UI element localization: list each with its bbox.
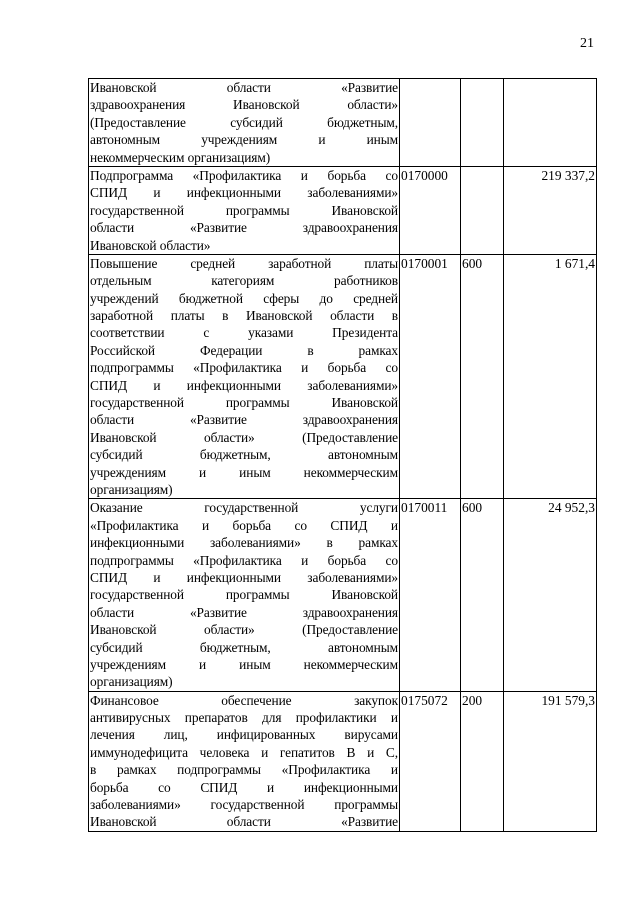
description-line: заработной платы в Ивановской области в: [90, 308, 398, 324]
row-expense-type: [461, 79, 504, 167]
budget-table-body: [89, 79, 597, 832]
description-line: Ивановской области» (Предоставление: [90, 622, 398, 638]
row-sum: 219 337,2: [504, 166, 597, 254]
description-line: государственной программы Ивановской: [90, 202, 398, 218]
description-line: субсидий бюджетным, автономным: [90, 639, 398, 655]
description-line: Оказание государственной услуги: [90, 500, 398, 516]
row-sum: 24 952,3: [504, 499, 597, 691]
budget-table: [88, 78, 597, 832]
description-line: (Предоставление субсидий бюджетным,: [90, 114, 398, 130]
row-expense-type: [461, 166, 504, 254]
description-line: Ивановской области» (Предоставление: [90, 429, 398, 445]
description-line: Подпрограмма «Профилактика и борьба со: [90, 167, 398, 183]
description-line: Финансовое обеспечение закупок: [90, 692, 398, 708]
description-line: учреждений бюджетной сферы до средней: [90, 290, 398, 306]
description-line: государственной программы Ивановской: [90, 395, 398, 411]
description-line: учреждениям и иным некоммерческим: [90, 464, 398, 480]
description-line: области «Развитие здравоохранения: [90, 604, 398, 620]
row-expense-type: 600: [461, 254, 504, 498]
row-expense-type: 200: [461, 691, 504, 831]
row-target-code: [400, 79, 461, 167]
description-line: государственной программы Ивановской: [90, 587, 398, 603]
row-description: [89, 254, 400, 498]
row-target-code: 0170001: [400, 254, 461, 498]
row-sum: 1 671,4: [504, 254, 597, 498]
description-line: заболеваниями» государственной программы: [90, 797, 398, 813]
description-line: СПИД и инфекционными заболеваниями»: [90, 377, 398, 393]
description-line: учреждениям и иным некоммерческим: [90, 656, 398, 672]
table-row: [89, 499, 597, 691]
row-sum: [504, 79, 597, 167]
description-line: подпрограммы «Профилактика и борьба со: [90, 552, 398, 568]
row-sum: 191 579,3: [504, 691, 597, 831]
description-line: СПИД и инфекционными заболеваниями»: [90, 185, 398, 201]
description-line: здравоохранения Ивановской области»: [90, 97, 398, 113]
description-line: подпрограммы «Профилактика и борьба со: [90, 360, 398, 376]
description-line: инфекционными заболеваниями» в рамках: [90, 535, 398, 551]
row-description: [89, 499, 400, 691]
description-line: Ивановской области «Развитие: [90, 814, 398, 830]
description-line: организациям): [90, 481, 173, 497]
description-line: Ивановской области «Развитие: [90, 80, 398, 95]
description-line: субсидий бюджетным, автономным: [90, 447, 398, 463]
description-line: соответствии с указами Президента: [90, 325, 398, 341]
description-line: в рамках подпрограммы «Профилактика и: [90, 762, 398, 778]
description-line: некоммерческим организациям): [90, 149, 271, 165]
table-row: [89, 691, 597, 831]
description-line: «Профилактика и борьба со СПИД и: [90, 517, 398, 533]
table-row: [89, 254, 597, 498]
description-line: автономным учреждениям и иным: [90, 132, 398, 148]
row-expense-type: 600: [461, 499, 504, 691]
row-description: [89, 79, 400, 167]
description-line: СПИД и инфекционными заболеваниями»: [90, 569, 398, 585]
row-description: [89, 166, 400, 254]
page-number: 21: [580, 36, 594, 51]
description-line: антивирусных препаратов для профилактики и: [90, 710, 398, 726]
description-line: борьба со СПИД и инфекционными: [90, 779, 398, 795]
table-row: [89, 79, 597, 167]
description-line: иммунодефицита человека и гепатитов B и C,: [90, 744, 398, 760]
description-line: организациям): [90, 674, 173, 690]
description-line: Ивановской области»: [90, 237, 211, 253]
description-line: Российской Федерации в рамках: [90, 342, 398, 358]
table-row: [89, 166, 597, 254]
description-line: лечения лиц, инфицированных вирусами: [90, 727, 398, 743]
description-line: Повышение средней заработной платы: [90, 255, 398, 271]
description-line: отдельным категориям работников: [90, 273, 398, 289]
row-target-code: 0170000: [400, 166, 461, 254]
row-description: [89, 691, 400, 831]
row-target-code: 0175072: [400, 691, 461, 831]
description-line: области «Развитие здравоохранения: [90, 412, 398, 428]
description-line: области «Развитие здравоохранения: [90, 220, 398, 236]
row-target-code: 0170011: [400, 499, 461, 691]
